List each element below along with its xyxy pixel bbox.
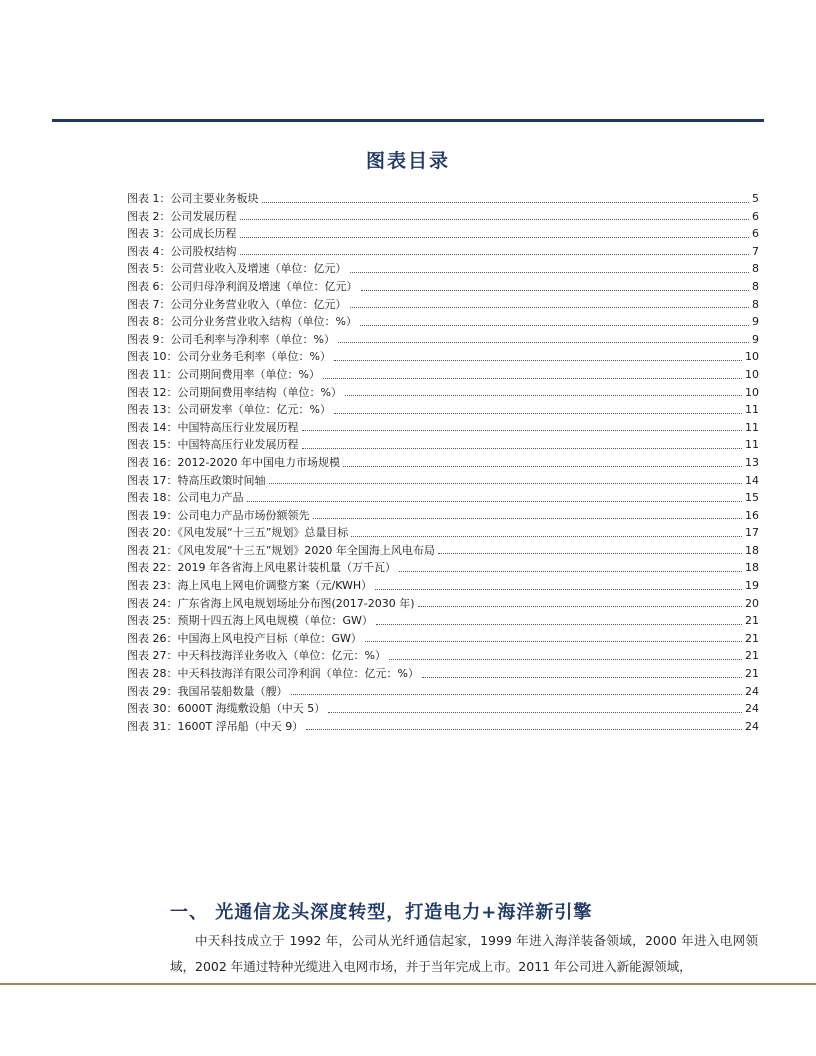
toc-entry-page: 7	[752, 244, 759, 258]
toc-entry[interactable]	[127, 559, 759, 577]
toc-dot-leader	[399, 571, 742, 572]
toc-entry[interactable]	[127, 190, 759, 208]
toc-entry-label: 图表 24：广东省海上风电规划场址分布图(2017-2030 年)	[127, 596, 415, 610]
toc-entry-label: 图表 14：中国特高压行业发展历程	[127, 420, 299, 434]
toc-entry-page: 17	[745, 526, 759, 540]
toc-entry-label: 图表 19：公司电力产品市场份额领先	[127, 508, 310, 522]
toc-dot-leader	[376, 624, 742, 625]
header-divider	[52, 119, 764, 122]
toc-dot-leader	[351, 536, 742, 537]
toc-dot-leader	[240, 254, 750, 255]
toc-entry[interactable]	[127, 384, 759, 402]
toc-entry[interactable]	[127, 313, 759, 331]
toc-dot-leader	[365, 641, 742, 642]
toc-dot-leader	[306, 729, 742, 730]
toc-dot-leader	[338, 342, 749, 343]
toc-entry-page: 24	[745, 684, 759, 698]
toc-entry-label: 图表 5：公司营业收入及增速（单位：亿元）	[127, 262, 347, 276]
toc-entry[interactable]	[127, 401, 759, 419]
toc-entry-page: 15	[745, 491, 759, 505]
toc-entry-label: 图表 2：公司发展历程	[127, 209, 237, 223]
body-paragraph: 中天科技成立于 1992 年，公司从光纤通信起家，1999 年进入海洋装备领域，2000 年进入电网领域，2002 年通过特种光缆进入电网市场，并于当年完成上市。2011 年公司进入新能源领域，	[170, 933, 758, 974]
toc-entry-page: 21	[745, 649, 759, 663]
toc-dot-leader	[350, 272, 750, 273]
toc-entry[interactable]	[127, 665, 759, 683]
toc-entry-page: 8	[752, 279, 759, 293]
toc-entry[interactable]	[127, 700, 759, 718]
toc-entry[interactable]	[127, 489, 759, 507]
toc-entry[interactable]	[127, 243, 759, 261]
toc-entry-page: 8	[752, 297, 759, 311]
toc-dot-leader	[323, 378, 742, 379]
toc-entry[interactable]	[127, 436, 759, 454]
toc-entry-label: 图表 10：公司分业务毛利率（单位：%）	[127, 350, 331, 364]
toc-entry-page: 10	[745, 350, 759, 364]
toc-dot-leader	[360, 325, 749, 326]
toc-list	[127, 190, 759, 735]
toc-entry-page: 5	[752, 192, 759, 205]
toc-entry-page: 11	[745, 438, 759, 452]
toc-entry-label: 图表 23：海上风电上网电价调整方案（元/KWH）	[127, 579, 373, 593]
toc-entry-page: 9	[752, 332, 759, 346]
toc-dot-leader	[361, 290, 750, 291]
toc-entry-label: 图表 29：我国吊装船数量（艘）	[127, 684, 288, 698]
toc-dot-leader	[302, 448, 743, 449]
toc-entry[interactable]	[127, 331, 759, 349]
toc-entry-page: 21	[745, 631, 759, 645]
toc-entry[interactable]	[127, 348, 759, 366]
toc-entry-label: 图表 12：公司期间费用率结构（单位：%）	[127, 385, 342, 399]
toc-dot-leader	[291, 694, 743, 695]
toc-entry-page: 16	[745, 508, 759, 522]
toc-entry[interactable]	[127, 278, 759, 296]
toc-entry-page: 10	[745, 385, 759, 399]
toc-entry-page: 8	[752, 262, 759, 276]
toc-entry[interactable]	[127, 472, 759, 490]
toc-entry[interactable]	[127, 366, 759, 384]
toc-entry-page: 6	[752, 209, 759, 223]
toc-entry[interactable]	[127, 542, 759, 560]
toc-entry-page: 10	[745, 367, 759, 381]
toc-entry[interactable]	[127, 683, 759, 701]
toc-entry-label: 图表 25：预期十四五海上风电规模（单位：GW）	[127, 614, 373, 628]
toc-dot-leader	[269, 483, 743, 484]
toc-entry[interactable]	[127, 296, 759, 314]
toc-entry-page: 18	[745, 543, 759, 557]
toc-entry[interactable]	[127, 454, 759, 472]
toc-entry-page: 21	[745, 667, 759, 681]
toc-entry-label: 图表 31：1600T 浮吊船（中天 9）	[127, 719, 304, 733]
toc-entry-page: 11	[745, 403, 759, 417]
toc-dot-leader	[350, 307, 750, 308]
toc-entry-label: 图表 7：公司分业务营业收入（单位：亿元）	[127, 297, 347, 311]
toc-dot-leader	[262, 202, 750, 203]
toc-entry-label: 图表 6：公司归母净利润及增速（单位：亿元）	[127, 279, 358, 293]
toc-entry[interactable]	[127, 419, 759, 437]
toc-entry-label: 图表 21：《风电发展“十三五”规划》2020 年全国海上风电布局	[127, 543, 435, 557]
toc-dot-leader	[438, 553, 742, 554]
toc-entry-page: 13	[745, 455, 759, 469]
toc-entry-label: 图表 18：公司电力产品	[127, 491, 244, 505]
toc-entry[interactable]	[127, 577, 759, 595]
toc-dot-leader	[313, 518, 743, 519]
toc-dot-leader	[418, 606, 742, 607]
toc-entry[interactable]	[127, 524, 759, 542]
toc-entry-page: 24	[745, 702, 759, 716]
toc-entry-label: 图表 11：公司期间费用率（单位：%）	[127, 367, 320, 381]
toc-dot-leader	[375, 589, 742, 590]
toc-entry[interactable]	[127, 630, 759, 648]
toc-entry-label: 图表 8：公司分业务营业收入结构（单位：%）	[127, 315, 357, 329]
toc-dot-leader	[240, 237, 750, 238]
toc-dot-leader	[334, 413, 742, 414]
toc-dot-leader	[240, 219, 750, 220]
toc-entry[interactable]	[127, 647, 759, 665]
toc-entry-label: 图表 15：中国特高压行业发展历程	[127, 438, 299, 452]
toc-entry-label: 图表 4：公司股权结构	[127, 244, 237, 258]
toc-entry-page: 6	[752, 227, 759, 241]
toc-entry-label: 图表 17：特高压政策时间轴	[127, 473, 266, 487]
toc-entry[interactable]	[127, 612, 759, 630]
toc-entry-label: 图表 28：中天科技海洋有限公司净利润（单位：亿元：%）	[127, 667, 419, 681]
toc-entry-page: 18	[745, 561, 759, 575]
toc-entry[interactable]	[127, 225, 759, 243]
toc-entry-label: 图表 30：6000T 海缆敷设船（中天 5）	[127, 702, 326, 716]
toc-dot-leader	[247, 501, 743, 502]
toc-entry-page: 9	[752, 315, 759, 329]
toc-dot-leader	[345, 395, 742, 396]
toc-entry-label: 图表 16：2012-2020 年中国电力市场规模	[127, 455, 340, 469]
toc-entry-page: 21	[745, 614, 759, 628]
section-heading: 一、 光通信龙头深度转型，打造电力+海洋新引擎	[170, 902, 593, 923]
toc-title: 图表目录	[365, 150, 450, 172]
toc-entry-page: 19	[745, 579, 759, 593]
toc-entry-page: 24	[745, 719, 759, 733]
toc-entry-label: 图表 1：公司主要业务板块	[127, 192, 259, 205]
toc-entry-label: 图表 9：公司毛利率与净利率（单位：%）	[127, 332, 335, 346]
toc-entry[interactable]	[127, 718, 759, 736]
toc-entry[interactable]	[127, 595, 759, 613]
toc-entry-label: 图表 22：2019 年各省海上风电累计装机量（万千瓦）	[127, 561, 396, 575]
toc-entry-label: 图表 3：公司成长历程	[127, 227, 237, 241]
toc-entry[interactable]	[127, 260, 759, 278]
toc-entry-page: 14	[745, 473, 759, 487]
toc-entry-label: 图表 20：《风电发展“十三五”规划》总量目标	[127, 526, 349, 540]
toc-entry-label: 图表 13：公司研发率（单位：亿元：%）	[127, 403, 331, 417]
toc-dot-leader	[334, 360, 742, 361]
toc-entry-label: 图表 26：中国海上风电投产目标（单位：GW）	[127, 631, 362, 645]
toc-entry-page: 20	[745, 596, 759, 610]
toc-dot-leader	[343, 466, 742, 467]
toc-dot-leader	[302, 430, 743, 431]
toc-dot-leader	[328, 712, 742, 713]
toc-entry-page: 11	[745, 420, 759, 434]
toc-dot-leader	[389, 659, 742, 660]
toc-entry[interactable]	[127, 507, 759, 525]
footer-divider	[0, 983, 816, 985]
toc-entry[interactable]	[127, 208, 759, 226]
toc-entry-label: 图表 27：中天科技海洋业务收入（单位：亿元：%）	[127, 649, 386, 663]
toc-dot-leader	[422, 677, 742, 678]
